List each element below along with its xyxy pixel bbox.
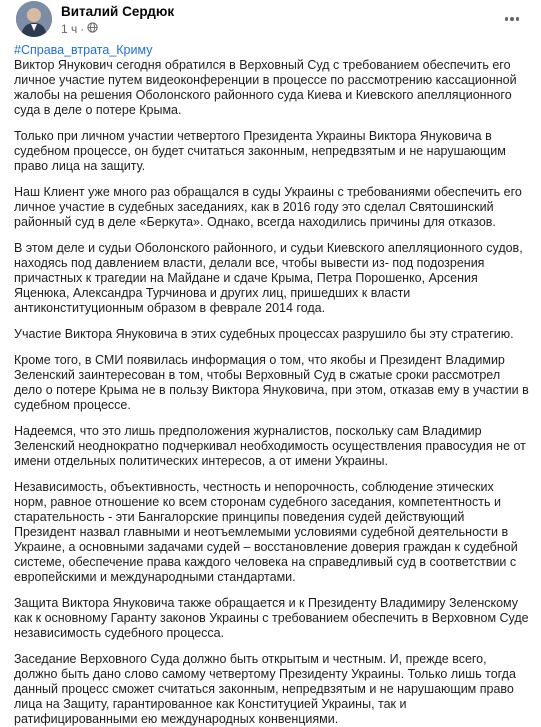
post-paragraph: Независимость, объективность, честность и непорочность, соблюдение этических норм, равное отношение ко всем сторонам судебного заседания, компетентность и старательность - эти Бангалорские принципы поведения судей действующий Президент назвал главными и неотъемлемыми условиями судебной деятельности в Украине, а основными задачами судей – восстановление доверия граждан к судебной системе, обеспечение права каждого человека на справедливый суд в соответствии с европейскими и международными стандартами. <box>14 480 518 584</box>
post-paragraph: Защита Виктора Януковича также обращается и к Президенту Владимиру Зеленскому как к основному Гаранту законов Украины с требованием обеспечить в Верховном Суде независимость судебного процесса. <box>14 596 529 640</box>
post-paragraph: Кроме того, в СМИ появилась информация о том, что якобы и Президент Владимир Зеленский заинтересован в том, чтобы Верховный Суд в сжатые сроки рассмотрел дело о потере Крыма не в пользу Виктора Януковича, при этом, отказав ему в участии в судебном процессе. <box>14 353 529 412</box>
post-meta: 1 ч · <box>61 22 98 36</box>
post-body <box>8 43 533 727</box>
post-paragraph: Только при личном участии четвертого Президента Украины Виктора Януковича в судебном процессе, он будет считаться законным, непредвзятым и не нарушающим право лица на защиту. <box>14 129 506 173</box>
avatar[interactable] <box>16 1 52 37</box>
hashtag-link[interactable]: #Справа_втрата_Криму <box>14 43 153 57</box>
post-paragraph: В этом деле и судьи Оболонского районного, и судьи Киевского апелляционного судов, находясь под давлением власти, делали все, чтобы вывести из- под подозрения причастных к трагедии на Майдане и сдаче Крыма, Петра Порошенко, Арсения Яценюка, Александра Турчинова и других лиц, пришедших к власти антиконституционным образом в феврале 2014 года. <box>14 241 523 315</box>
post-paragraph: Заседание Верховного Суда должно быть открытым и честным. И, прежде всего, должно быть дано слово самому четвертому Президенту Украины. Только лишь тогда данный процесс сможет считаться законным, непредвзятым и не нарушающим право лица на Защиту, гарантированное как Конституцией Украины, так и ратифицированными ею международных конвенциями. <box>14 652 516 726</box>
post-paragraph: Надеемся, что это лишь предположения журналистов, поскольку сам Владимир Зеленский неоднократно подчеркивал необходимость осуществления правосудия не от имени отдельных политических интересов, а от имени Украины. <box>14 424 526 468</box>
post-paragraph: Виктор Янукович сегодня обратился в Верховный Суд с требованием обеспечить его личное участие путем видеоконференции в процессе по рассмотрению кассационной жалобы на решения Оболонского районного суда Киева и Киевского апелляционного суда в деле о потере Крыма. <box>14 58 517 117</box>
more-options-icon[interactable] <box>501 8 523 30</box>
post-time[interactable]: 1 ч <box>61 22 78 36</box>
post-header <box>8 0 533 40</box>
post-paragraph: Участие Виктора Януковича в этих судебных процессах разрушило бы эту стратегию. <box>14 327 514 341</box>
post-paragraph: Наш Клиент уже много раз обращался в суды Украины с требованиями обеспечить его личное участие в судебных заседаниях, как в 2016 году это сделал Святошинский районный суд в деле «Беркута». Однако, всегда находились причины для отказов. <box>14 185 522 229</box>
globe-icon <box>87 22 98 36</box>
author-name[interactable]: Виталий Сердюк <box>61 4 175 19</box>
